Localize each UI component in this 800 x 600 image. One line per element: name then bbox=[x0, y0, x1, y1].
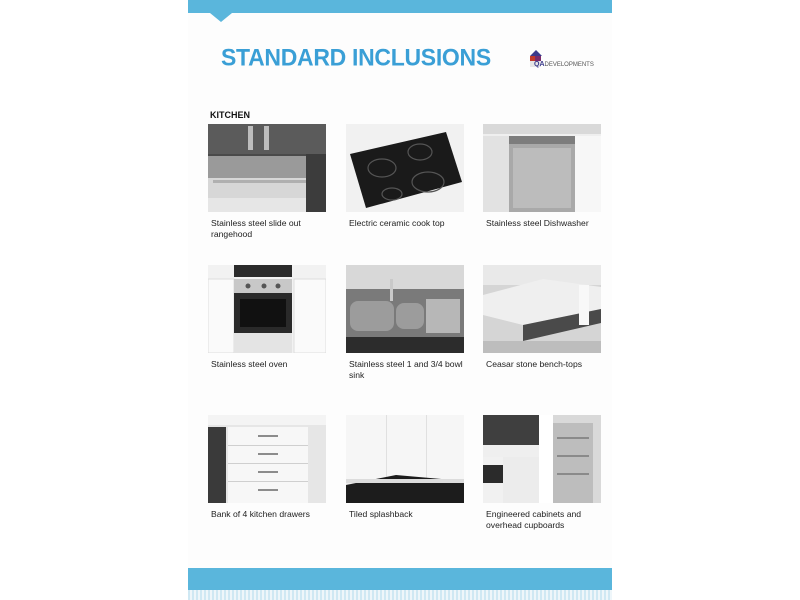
logo-mark-text: QA bbox=[534, 61, 545, 68]
item-caption: Tiled splashback bbox=[349, 509, 413, 519]
brochure-page bbox=[188, 0, 612, 600]
item-caption: Engineered cabinets and overhead cupboards bbox=[486, 509, 582, 530]
banner-notch bbox=[210, 13, 232, 22]
item-card bbox=[346, 265, 464, 380]
cooktop-photo-icon bbox=[346, 124, 464, 212]
item-caption: Stainless steel oven bbox=[211, 359, 288, 369]
drawers-photo-icon bbox=[208, 415, 326, 503]
item-caption: Ceasar stone bench-tops bbox=[486, 359, 583, 369]
top-banner bbox=[188, 0, 612, 13]
item-caption: Stainless steel slide out rangehood bbox=[211, 218, 301, 239]
splashback-photo-icon bbox=[346, 415, 464, 503]
item-card bbox=[208, 124, 326, 239]
section-heading-kitchen: KITCHEN bbox=[210, 110, 250, 120]
company-logo bbox=[528, 48, 594, 72]
item-card bbox=[208, 415, 326, 520]
item-caption: Bank of 4 kitchen drawers bbox=[211, 509, 310, 519]
item-card bbox=[346, 415, 464, 520]
page-title: STANDARD INCLUSIONS bbox=[221, 43, 491, 71]
cabinets-photo-icon bbox=[483, 415, 601, 503]
logo-name: DEVELOPMENTS bbox=[544, 62, 594, 68]
logo-text bbox=[534, 61, 594, 68]
item-card bbox=[208, 265, 326, 370]
item-caption: Stainless steel 1 and 3/4 bowl sink bbox=[349, 359, 463, 380]
oven-photo-icon bbox=[208, 265, 326, 353]
dishwasher-photo-icon bbox=[483, 124, 601, 212]
sink-photo-icon bbox=[346, 265, 464, 353]
item-caption: Stainless steel Dishwasher bbox=[486, 218, 589, 228]
rangehood-photo-icon bbox=[208, 124, 326, 212]
item-card bbox=[346, 124, 464, 229]
item-card bbox=[483, 265, 601, 370]
bottom-stripe bbox=[188, 590, 612, 600]
bottom-banner bbox=[188, 568, 612, 590]
benchtop-photo-icon bbox=[483, 265, 601, 353]
item-card bbox=[483, 415, 601, 530]
item-card bbox=[483, 124, 601, 229]
item-caption: Electric ceramic cook top bbox=[349, 218, 445, 228]
